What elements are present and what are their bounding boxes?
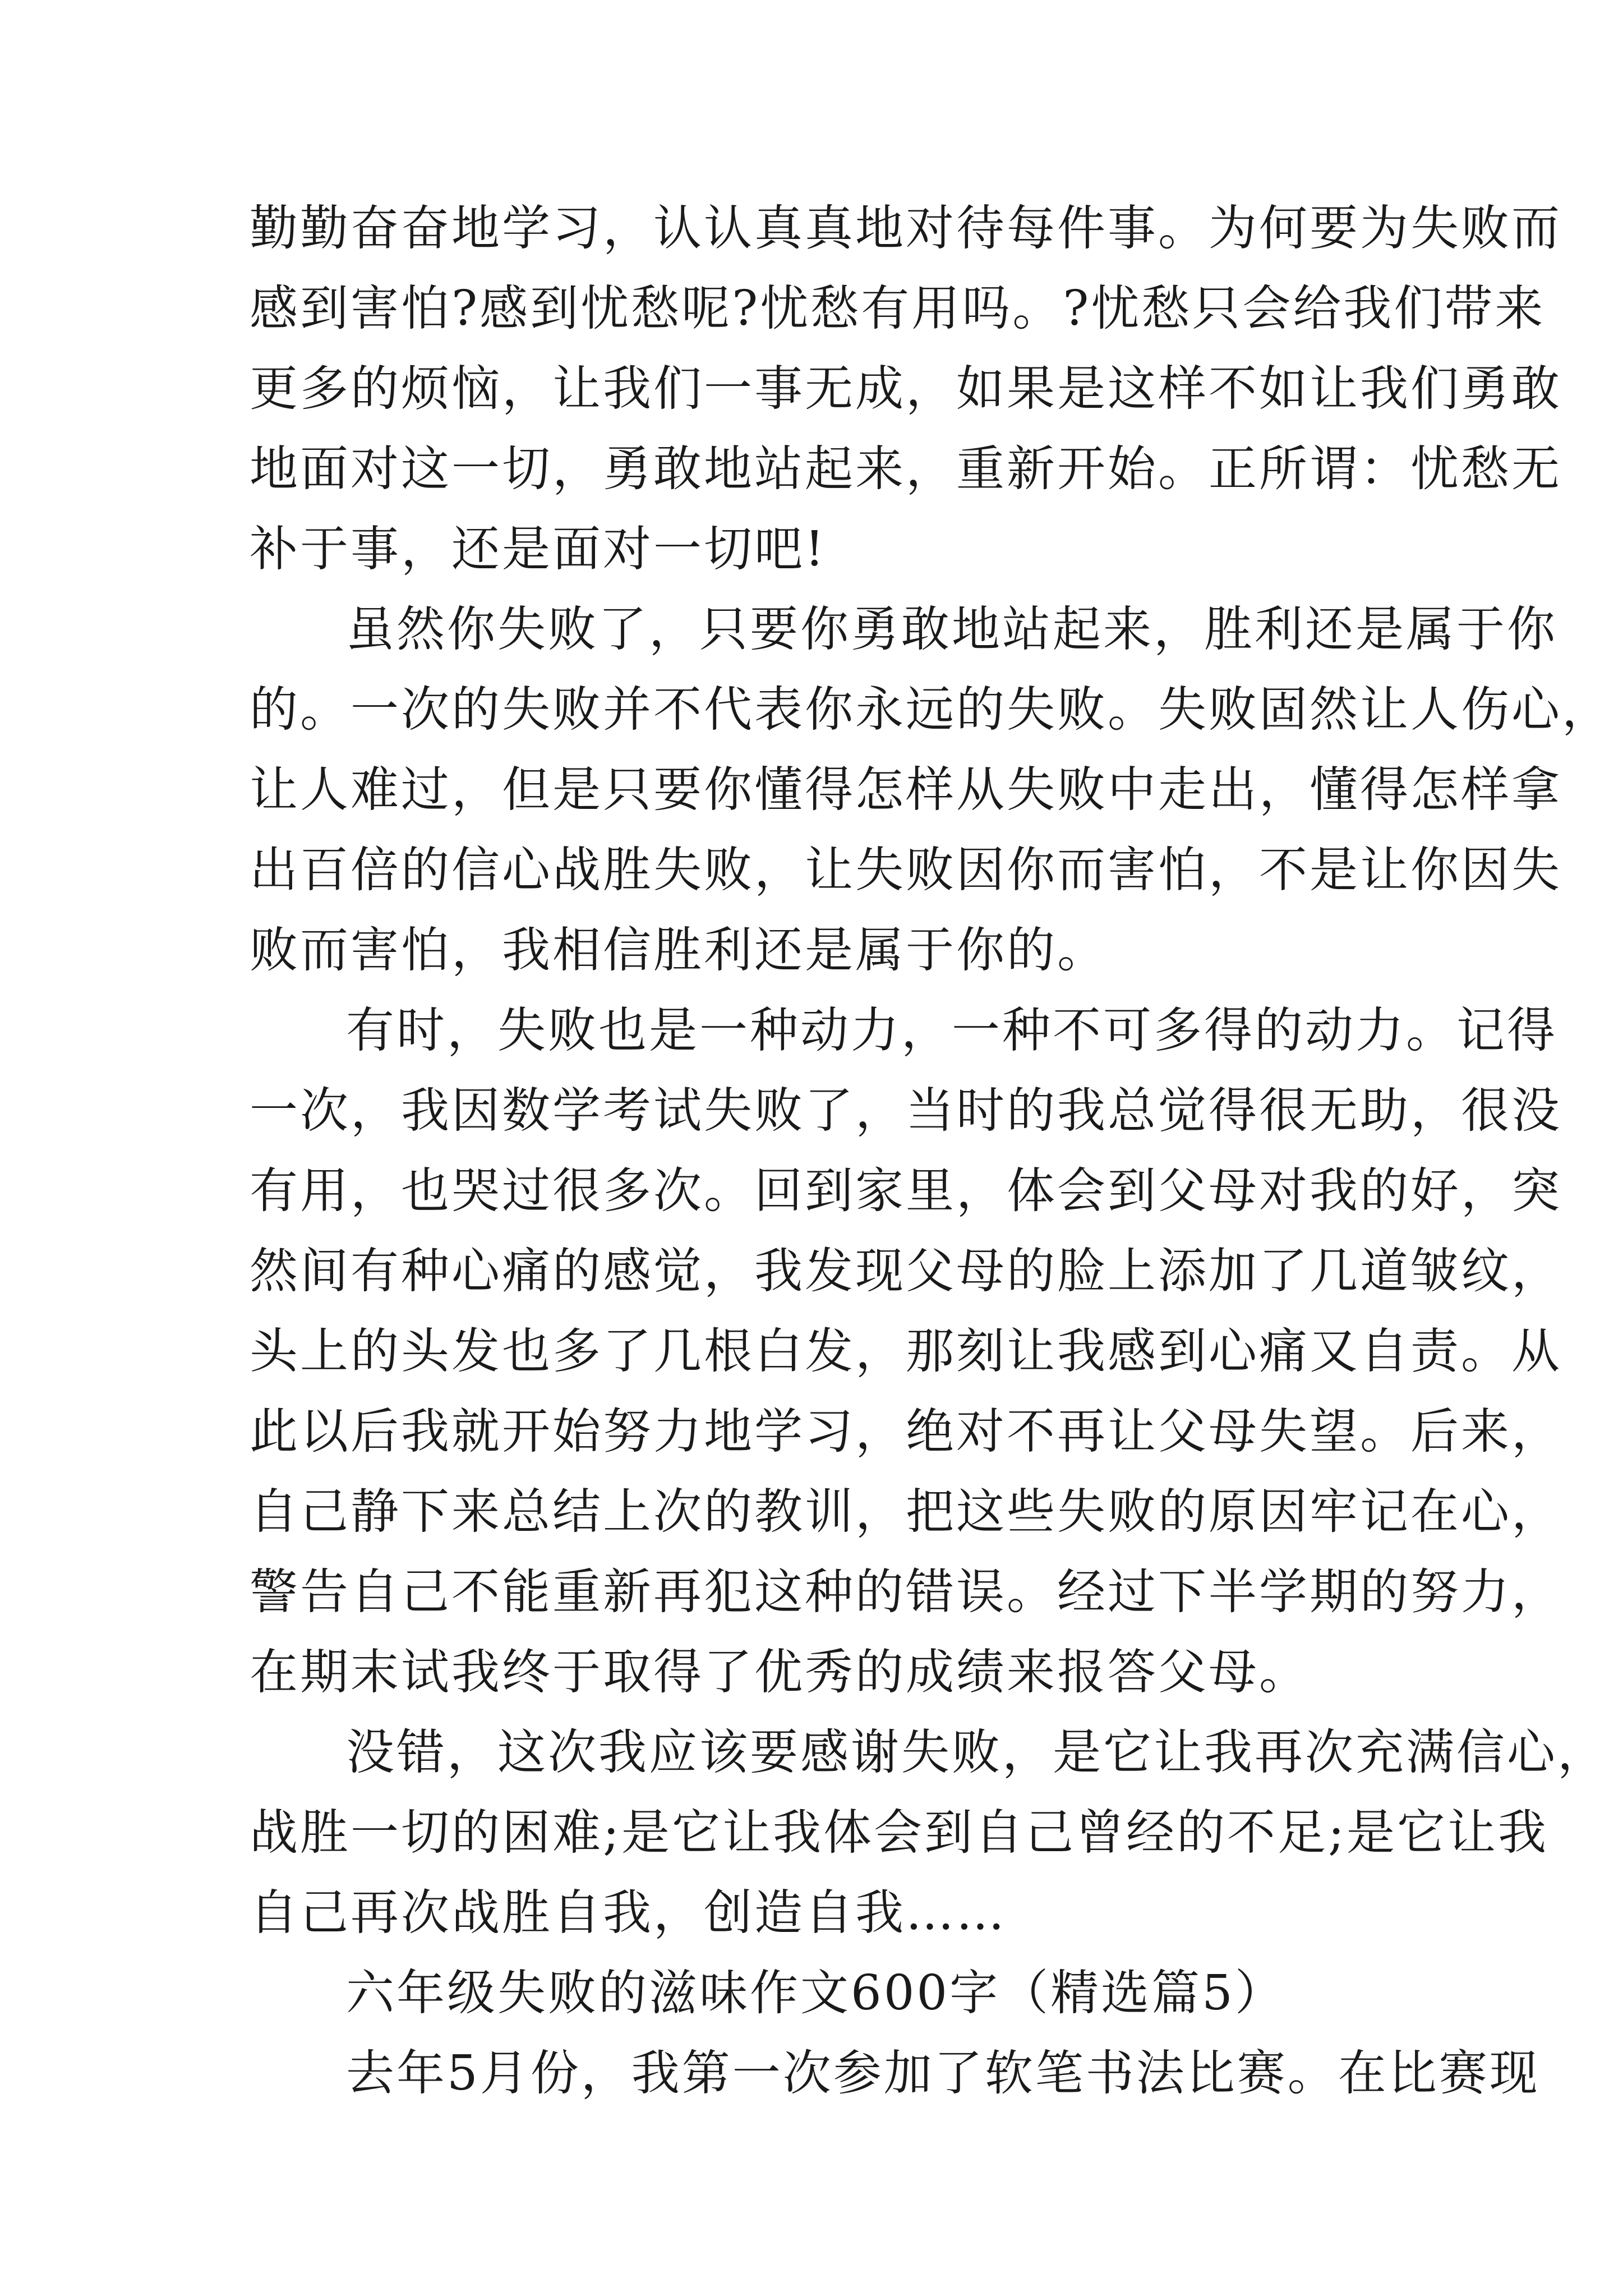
paragraph [250,2033,1540,2114]
document-body [250,188,1612,2114]
text-line: 补于事，还是面对一切吧! [250,521,827,577]
text-line: 一次，我因数学考试失败了，当时的我总觉得很无助，很没 [250,1083,1562,1139]
text-line: 地面对这一切，勇敢地站起来，重新开始。正所谓：忧愁无 [250,441,1562,497]
text-line: 虽然你失败了，只要你勇敢地站起来，胜利还是属于你 [346,601,1557,657]
paragraph [250,991,1562,1713]
paragraph [250,590,1612,991]
paragraph [250,1713,1608,1953]
text-line: 在期末试我终于取得了优秀的成绩来报答父母。 [250,1644,1310,1700]
text-line: 头上的头发也多了几根白发，那刻让我感到心痛又自责。从 [250,1323,1562,1379]
text-line: 战胜一切的困难;是它让我体会到自己曾经的不足;是它让我 [250,1805,1548,1861]
text-line: 勤勤奋奋地学习，认认真真地对待每件事。为何要为失败而 [250,200,1562,256]
text-line: 让人难过，但是只要你懂得怎样从失败中走出，懂得怎样拿 [250,762,1562,818]
text-line: 出百倍的信心战胜失败，让失败因你而害怕，不是让你因失 [250,842,1562,898]
text-line: 败而害怕，我相信胜利还是属于你的。 [250,922,1108,978]
text-line: 有时，失败也是一种动力，一种不可多得的动力。记得 [346,1002,1557,1059]
text-line: 更多的烦恼，让我们一事无成，如果是这样不如让我们勇敢 [250,361,1562,417]
text-line: 感到害怕?感到忧愁呢?忧愁有用吗。?忧愁只会给我们带来 [250,280,1546,337]
text-line: 此以后我就开始努力地学习，绝对不再让父母失望。后来， [250,1404,1562,1460]
text-line: 自己再次战胜自我，创造自我…… [250,1885,1007,1941]
text-line: 自己静下来总结上次的教训，把这些失败的原因牢记在心， [250,1484,1562,1540]
text-line: 的。一次的失败并不代表你永远的失败。失败固然让人伤心， [250,682,1612,738]
paragraph [250,188,1562,590]
heading-line: 六年级失败的滋味作文600字（精选篇5） [346,1965,1285,2021]
text-line: 然间有种心痛的感觉，我发现父母的脸上添加了几道皱纹， [250,1243,1562,1299]
section-heading [250,1953,1394,2033]
text-line: 去年5月份，我第一次参加了软笔书法比赛。在比赛现 [346,2045,1540,2101]
text-line: 有用，也哭过很多次。回到家里，体会到父母对我的好，突 [250,1163,1562,1219]
text-line: 警告自己不能重新再犯这种的错误。经过下半学期的努力， [250,1564,1562,1620]
text-line: 没错，这次我应该要感谢失败，是它让我再次充满信心， [346,1724,1608,1780]
